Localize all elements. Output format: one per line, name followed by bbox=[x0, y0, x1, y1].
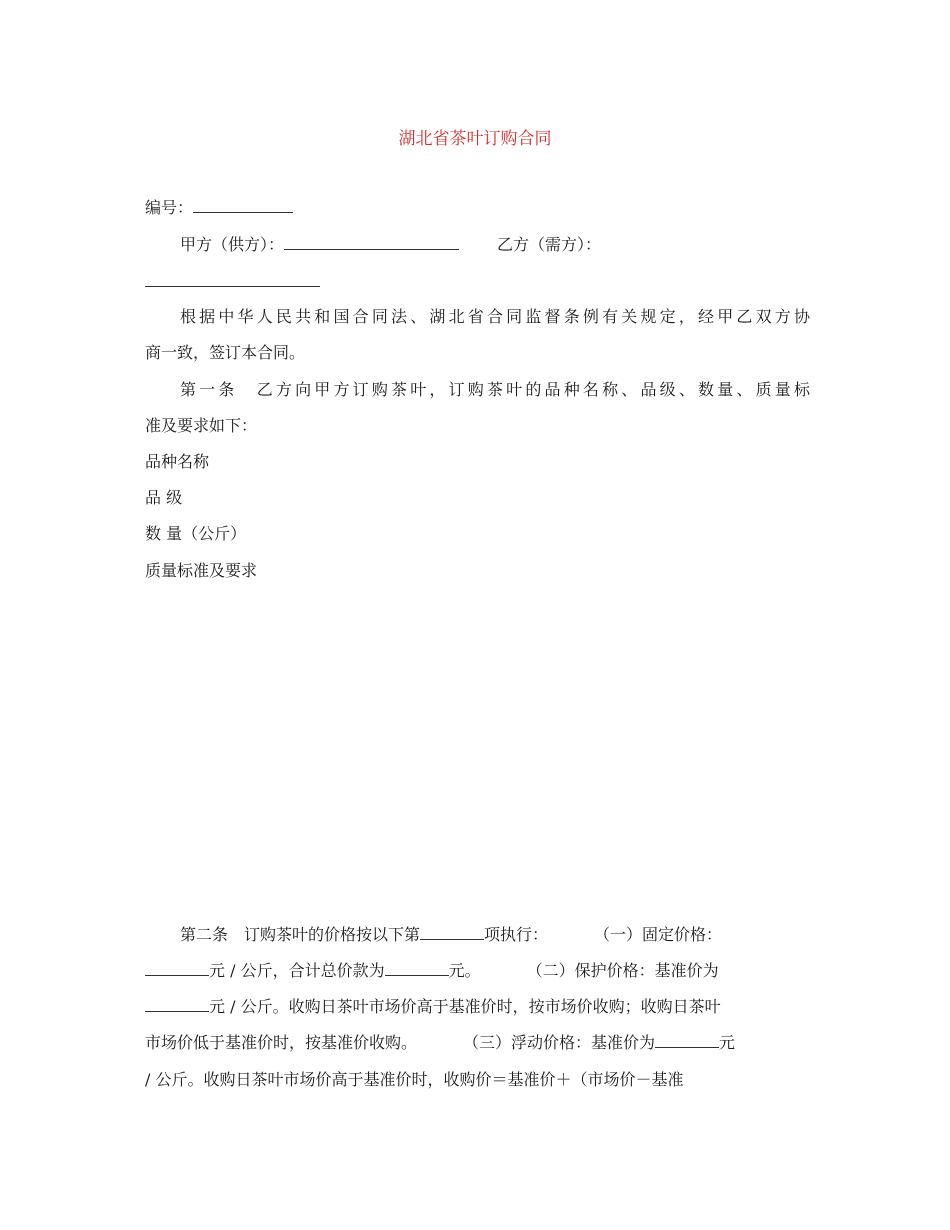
fixed-price-blank[interactable] bbox=[145, 961, 209, 976]
fixed-price-label: （一）固定价格： bbox=[594, 925, 723, 944]
field-grade: 品 级 bbox=[145, 488, 183, 507]
article2-text: 第二条 订购茶叶的价格按以下第 bbox=[180, 925, 421, 944]
intro-paragraph-line2: 商一致，签订本合同。 bbox=[145, 343, 306, 362]
contract-number-line bbox=[145, 198, 810, 218]
field-quality-standard: 质量标准及要求 bbox=[145, 561, 258, 580]
party-b-blank-line bbox=[145, 272, 810, 292]
field-quantity: 数 量（公斤） bbox=[145, 524, 247, 543]
floating-price-blank[interactable] bbox=[655, 1033, 719, 1048]
number-blank[interactable] bbox=[193, 198, 293, 213]
parties-line bbox=[180, 235, 810, 255]
article2-line3 bbox=[145, 997, 810, 1017]
article1-line2: 准及要求如下： bbox=[145, 416, 258, 435]
article2-text: 元 / 公斤。收购日茶叶市场价高于基准价时，按市场价收购；收购日茶叶 bbox=[209, 997, 721, 1016]
article2-line2 bbox=[145, 961, 810, 981]
article1-line1: 第一条 乙方向甲方订购茶叶，订购茶叶的品种名称、品级、数量、质量标 bbox=[180, 380, 810, 399]
article2-line5: / 公斤。收购日茶叶市场价高于基准价时，收购价＝基准价＋（市场价－基准 bbox=[145, 1070, 684, 1089]
article2-line1 bbox=[180, 925, 810, 945]
field-variety-name: 品种名称 bbox=[145, 452, 210, 471]
number-label: 编号： bbox=[145, 198, 194, 217]
party-a-label: 甲方（供方）： bbox=[180, 235, 285, 254]
article2-text: 项执行： bbox=[484, 925, 549, 944]
floating-price-label: （三）浮动价格：基准价为 bbox=[463, 1033, 656, 1052]
article2-text: 市场价低于基准价时，按基准价收购。 bbox=[145, 1033, 418, 1052]
document-title: 湖北省茶叶订购合同 bbox=[398, 129, 552, 149]
intro-paragraph-line1: 根据中华人民共和国合同法、湖北省合同监督条例有关规定，经甲乙双方协 bbox=[180, 307, 810, 326]
article2-text: 元。 bbox=[448, 961, 481, 980]
party-a-blank[interactable] bbox=[284, 235, 459, 250]
total-price-blank[interactable] bbox=[385, 961, 449, 976]
protected-price-blank[interactable] bbox=[145, 997, 209, 1012]
article2-line4 bbox=[145, 1033, 810, 1053]
article2-text: 元 / 公斤，合计总价款为 bbox=[209, 961, 385, 980]
party-b-blank[interactable] bbox=[145, 272, 320, 287]
protected-price-label: （二）保护价格：基准价为 bbox=[526, 961, 719, 980]
price-option-blank[interactable] bbox=[420, 925, 484, 940]
party-b-label: 乙方（需方）： bbox=[497, 235, 602, 254]
article2-text: 元 bbox=[719, 1033, 736, 1052]
